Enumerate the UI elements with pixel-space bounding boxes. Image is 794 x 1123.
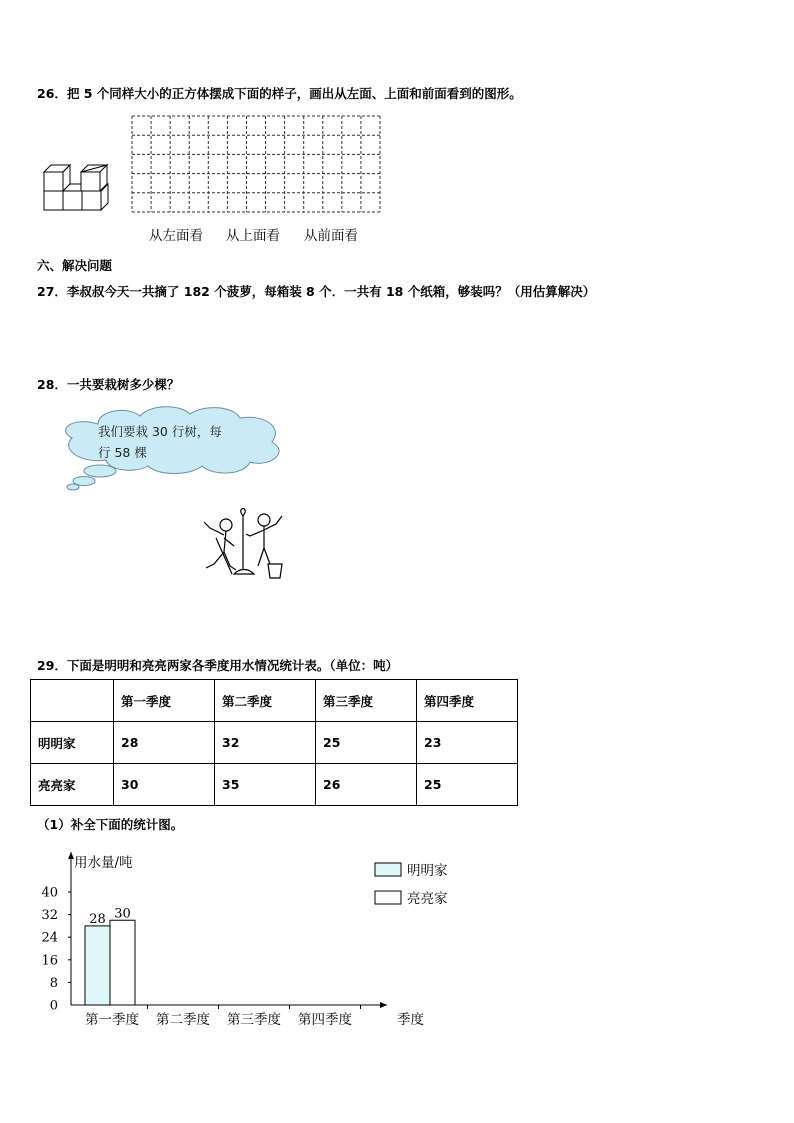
legend-swatch [375, 863, 401, 876]
question-28-text: 28．一共要栽树多少棵？ [37, 377, 180, 392]
table-cell: 30 [114, 764, 215, 806]
table-cell: 32 [215, 722, 316, 764]
table-header-row [31, 680, 518, 722]
x-tick-label: 第三季度 [227, 1012, 281, 1028]
table-cell: 明明家 [31, 722, 114, 764]
table-cell: 28 [114, 722, 215, 764]
drawing-grid[interactable] [130, 114, 382, 214]
table-row [31, 764, 518, 806]
bar [85, 926, 110, 1005]
table-header-cell: 第二季度 [215, 680, 316, 722]
table-header-cell: 第一季度 [114, 680, 215, 722]
view-label-left: 从左面看 [149, 228, 203, 244]
x-axis-label: 季度 [397, 1012, 424, 1028]
table-header-cell: 第四季度 [417, 680, 518, 722]
table-row [31, 722, 518, 764]
y-tick-label: 40 [41, 885, 58, 901]
y-tick-label: 24 [41, 930, 58, 946]
y-tick-label: 0 [49, 998, 58, 1014]
y-tick-label: 8 [49, 975, 58, 991]
sub-question-1: （1）补全下面的统计图。 [37, 817, 184, 832]
x-axis-arrow [380, 1002, 387, 1008]
x-tick-label: 第四季度 [298, 1012, 352, 1028]
y-axis-label: 用水量/吨 [74, 855, 133, 871]
bar-data-label: 30 [114, 906, 131, 922]
table-cell: 25 [417, 764, 518, 806]
table-cell: 亮亮家 [31, 764, 114, 806]
legend-label: 明明家 [407, 863, 448, 879]
question-26-text: 26．把 5 个同样大小的正方体摆成下面的样子，画出从左面、上面和前面看到的图形。 [37, 86, 522, 101]
legend-label: 亮亮家 [407, 891, 448, 907]
table-cell: 26 [316, 764, 417, 806]
speech-line-2: 行 58 棵 [98, 445, 147, 460]
bar-data-label: 28 [89, 911, 106, 927]
water-usage-table [30, 679, 518, 806]
speech-line-1: 我们要栽 30 行树，每 [98, 424, 222, 439]
table-cell: 25 [316, 722, 417, 764]
view-label-top: 从上面看 [226, 228, 280, 244]
legend-swatch [375, 891, 401, 904]
table-cell: 35 [215, 764, 316, 806]
x-tick-label: 第一季度 [85, 1012, 139, 1028]
water-usage-bar-chart [30, 845, 460, 1035]
section-heading: 六、解决问题 [37, 258, 113, 273]
y-tick-label: 32 [41, 908, 58, 924]
table-header-cell: 第三季度 [316, 680, 417, 722]
x-tick-label: 第二季度 [156, 1012, 210, 1028]
question-27-text: 27．李叔叔今天一共摘了 182 个菠萝，每箱装 8 个．一共有 18 个纸箱，够装吗？（用估算解决） [37, 284, 596, 299]
table-header-cell [31, 680, 114, 722]
view-label-front: 从前面看 [304, 228, 358, 244]
speech-text [98, 421, 222, 463]
bar [110, 920, 135, 1005]
children-planting-illustration [196, 508, 286, 580]
table-cell: 23 [417, 722, 518, 764]
y-tick-label: 16 [41, 953, 58, 969]
cube-stack-figure [40, 158, 116, 216]
question-29-text: 29．下面是明明和亮亮两家各季度用水情况统计表。（单位：吨） [37, 658, 399, 673]
